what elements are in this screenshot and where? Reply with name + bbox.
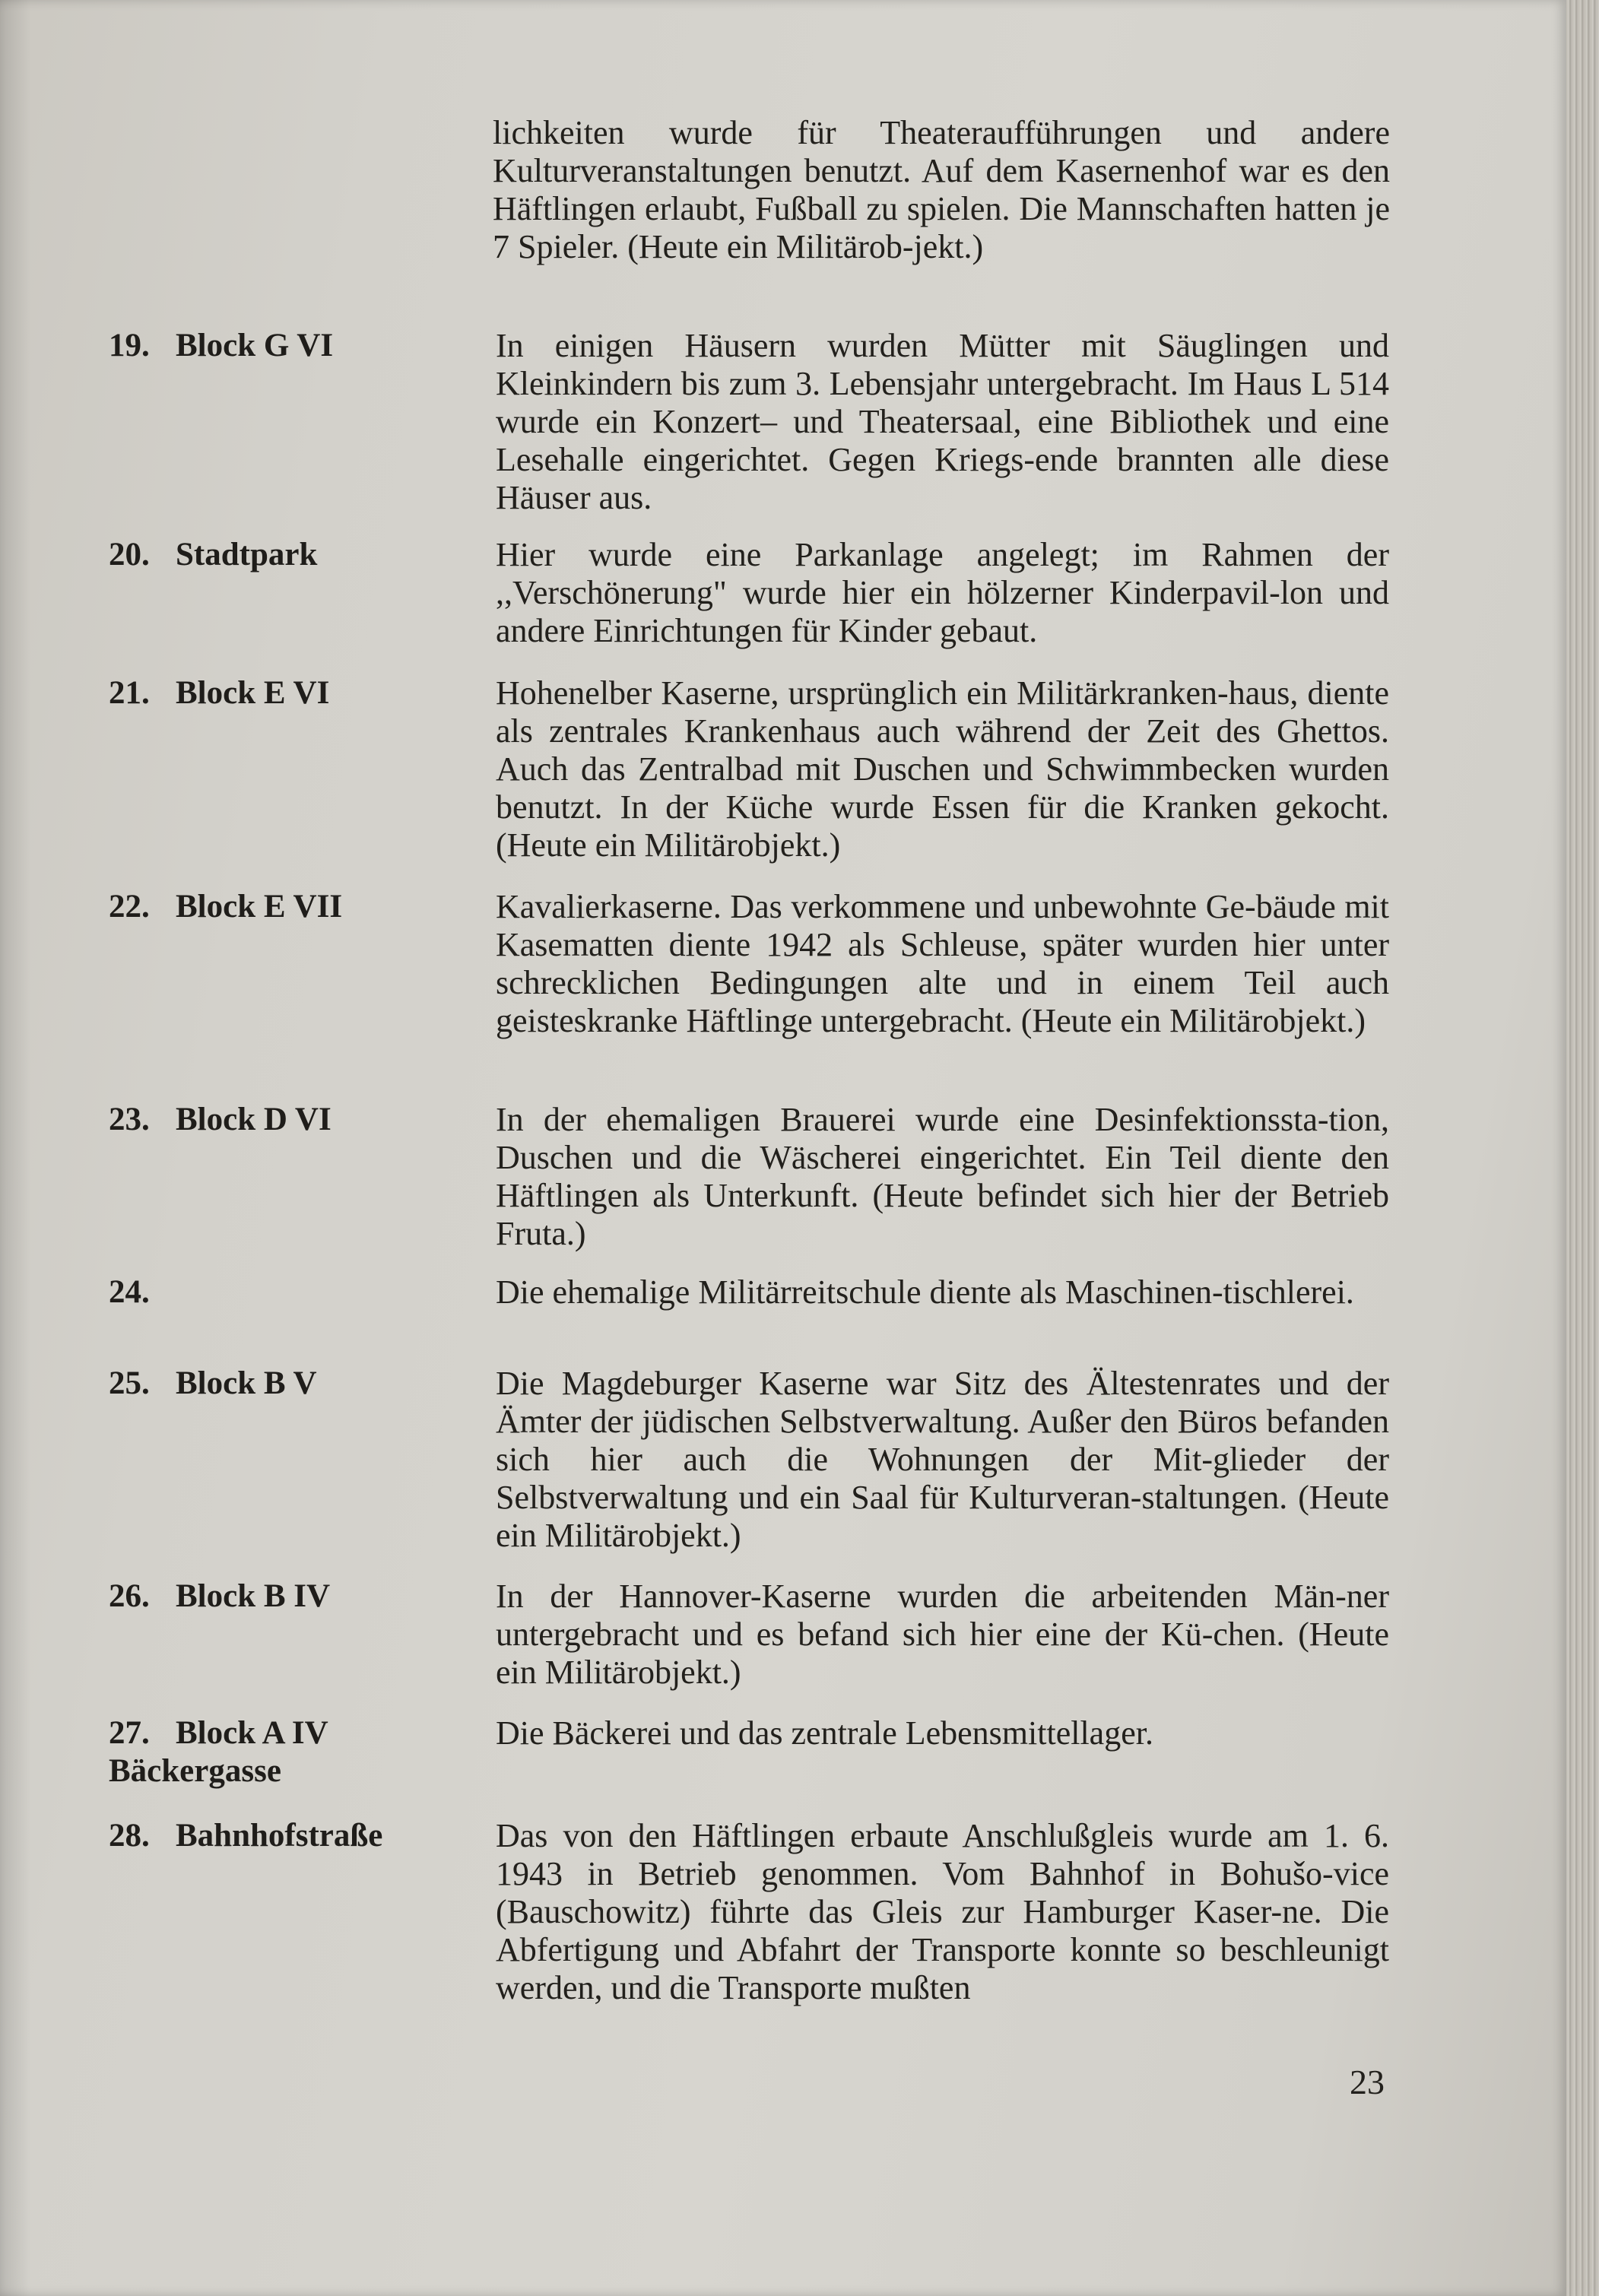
page-number: 23 — [1350, 2063, 1385, 2101]
entry-description: Die Bäckerei und das zentrale Lebensmittellager. — [496, 1714, 1153, 1752]
page-edges — [1566, 0, 1599, 2296]
entry-description: In einigen Häusern wurden Mütter mit Säuglingen und Kleinkindern bis zum 3. Lebensjahr untergebracht. Im Haus L 514 wurde ein Konzert– und Theatersaal, eine Bibliothek und eine Lesehalle eingerichtet. Gegen Kriegs-ende brannten alle diese Häuser aus. — [496, 327, 1389, 516]
entry-name: Stadtpark — [176, 537, 318, 572]
entry-subname: Bäckergasse — [109, 1753, 281, 1789]
entry-name: Block B IV — [176, 1578, 331, 1614]
entry-description: Die Magdeburger Kaserne war Sitz des Ältestenrates und der Ämter der jüdischen Selbstverwaltung. Außer den Büros befanden sich hier auch die Wohnungen der Mit-glieder der Selbstverwaltung und ein Saal für Kulturveran-staltungen. (Heute ein Militärobjekt.) — [496, 1365, 1389, 1554]
entry-name: Block G VI — [176, 328, 334, 363]
entry-number: 23. — [109, 1102, 150, 1137]
entry-name: Block A IV — [176, 1715, 328, 1751]
entry-number: 20. — [109, 537, 150, 572]
entry-name: Block E VI — [176, 675, 330, 711]
continuation-text: lichkeiten wurde für Theateraufführungen und andere Kulturveranstaltungen benutzt. Auf dem Kasernenhof war es den Häftlingen erlaubt, Fußball zu spielen. Die Mannschaften hatten je 7 Spieler. (Heute ein Militärob-jekt.) — [493, 114, 1390, 265]
entry-label — [109, 1101, 466, 1139]
entry-name: Block B V — [176, 1365, 317, 1401]
entry-name: Bahnhofstraße — [176, 1818, 383, 1854]
entry-label — [109, 1365, 466, 1403]
entry-label — [109, 327, 466, 365]
entry-number: 26. — [109, 1578, 150, 1614]
gutter-shadow — [0, 0, 30, 2296]
entry-label — [109, 674, 466, 712]
entry-description: Kavalierkaserne. Das verkommene und unbewohnte Ge-bäude mit Kasematten diente 1942 als Schleuse, später wurden hier unter schrecklichen Bedingungen alte und in einem Teil auch geisteskranke Häftlinge untergebracht. (Heute ein Militärobjekt.) — [496, 888, 1389, 1039]
entry-label — [109, 1714, 466, 1790]
entry-number: 22. — [109, 889, 150, 924]
entry-name: Block E VII — [176, 889, 343, 924]
entry-description: Das von den Häftlingen erbaute Anschlußgleis wurde am 1. 6. 1943 in Betrieb genommen. Vom Bahnhof in Bohušo-vice (Bauschowitz) führte das Gleis zur Hamburger Kaser-ne. Die Abfertigung und Abfahrt der Transporte konnte so beschleunigt werden, und die Transporte mußten — [496, 1817, 1389, 2006]
entry-number: 21. — [109, 675, 150, 711]
entry-name: Block D VI — [176, 1102, 332, 1137]
entry-number: 24. — [109, 1274, 150, 1310]
entry-number: 27. — [109, 1715, 150, 1751]
entry-label — [109, 1578, 466, 1616]
entry-label — [109, 536, 466, 574]
entry-number: 19. — [109, 328, 150, 363]
entry-description: Die ehemalige Militärreitschule diente als Maschinen-tischlerei. — [496, 1273, 1354, 1311]
entry-description: Hohenelber Kaserne, ursprünglich ein Militärkranken-haus, diente als zentrales Krankenhaus auch während der Zeit des Ghettos. Auch das Zentralbad mit Duschen und Schwimmbecken wurden benutzt. In der Küche wurde Essen für die Kranken gekocht. (Heute ein Militärobjekt.) — [496, 674, 1389, 864]
entry-description: In der Hannover-Kaserne wurden die arbeitenden Män-ner untergebracht und es befand sich hier eine der Kü-chen. (Heute ein Militärobjekt.) — [496, 1578, 1389, 1691]
entry-label — [109, 888, 466, 926]
entry-label — [109, 1273, 466, 1311]
entry-description: In der ehemaligen Brauerei wurde eine Desinfektionssta-tion, Duschen und die Wäscherei eingerichtet. Ein Teil diente den Häftlingen als Unterkunft. (Heute befindet sich hier der Betrieb Fruta.) — [496, 1101, 1389, 1252]
entry-number: 25. — [109, 1365, 150, 1401]
continuation-paragraph — [493, 114, 1390, 266]
entry-description: Hier wurde eine Parkanlage angelegt; im Rahmen der ,,Verschönerung" wurde hier ein hölzerner Kinderpavil-lon und andere Einrichtungen für Kinder gebaut. — [496, 536, 1389, 649]
entry-number: 28. — [109, 1818, 150, 1854]
entry-label — [109, 1817, 466, 1855]
